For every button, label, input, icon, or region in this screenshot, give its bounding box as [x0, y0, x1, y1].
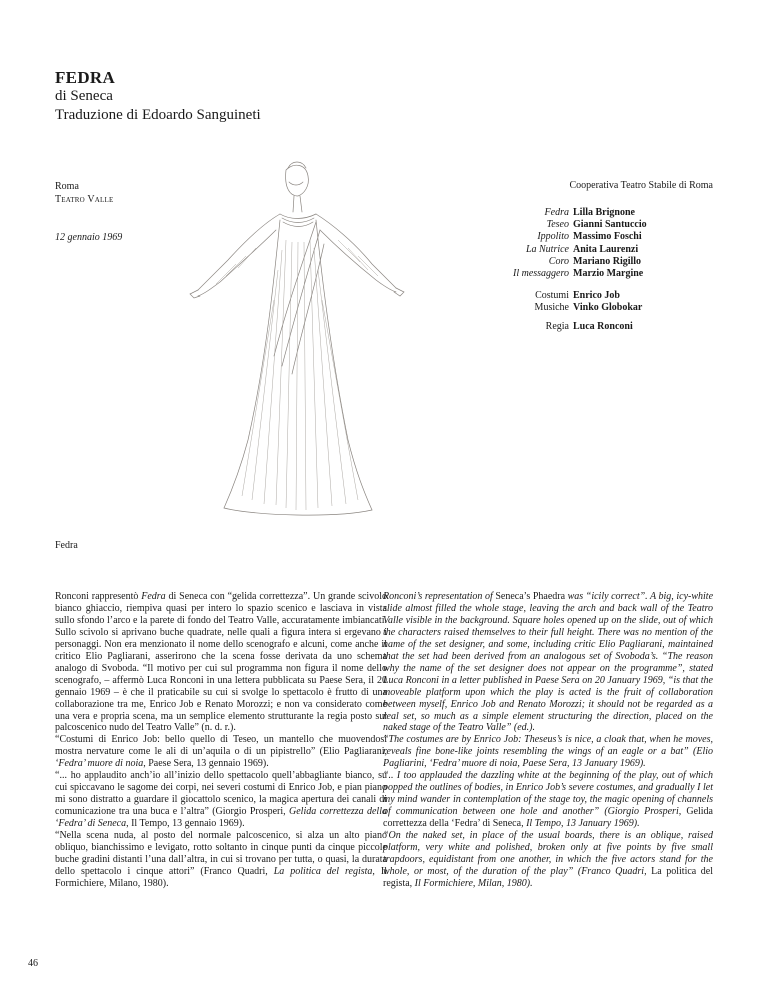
- cast-role: La Nutrice: [525, 243, 569, 255]
- crew-person: Enrico Job: [573, 290, 620, 301]
- cast-row: [440, 207, 713, 219]
- cast-role: Il messaggero: [512, 268, 569, 280]
- play-author: di Seneca: [55, 88, 113, 104]
- play-title: FEDRA: [55, 68, 116, 87]
- english-paragraph: [383, 830, 713, 890]
- english-paragraph: [383, 770, 713, 830]
- cast-role: Fedra: [544, 207, 569, 218]
- cast-list: [440, 207, 713, 280]
- text-run: was “icily correct”. A big, icy-white slide almost filled the whole stage, leaving the arch and back wall of the Teatro Valle visible in the background. Square holes opened up on the slide, out of which the characters raised themselves to their full height. There was no mention of the name of the set designer, and some, including critic Elio Pagliarani, maintained that the set had been derived from an analogous set of Svoboda’s. “The reason why the name of the set designer does not appear on the programme”, stated Luca Ronconi in a letter published in Paese Sera on 20 January 1969, “is that the moveable platform upon which the play is acted is the fruit of collaboration between myself, Enrico Job and Renato Morozzi; it should not be regarded as a real set, so much as a simple element structuring the direction, placed on the naked stage of the Teatro Valle” (ed.).: [383, 591, 714, 734]
- venue-theatre: Teatro Valle: [55, 194, 114, 205]
- text-run: Gelida correttezza della ‘Fedra’ di Seneca: [383, 806, 713, 830]
- italian-paragraph: [55, 770, 387, 830]
- cast-role: Coro: [548, 255, 569, 267]
- italian-paragraph: [55, 591, 387, 734]
- performance-date: 12 gennaio 1969: [55, 232, 123, 243]
- text-run: , Il Formichiere, Milano, 1980).: [55, 865, 387, 889]
- cast-row: [440, 231, 713, 243]
- director-name: Luca Ronconi: [573, 321, 633, 332]
- crew-role: Costumi: [535, 290, 569, 301]
- cast-row: [440, 256, 713, 268]
- play-translator: Traduzione di Edoardo Sanguineti: [55, 107, 261, 123]
- cast-actor: Lilla Brignone: [573, 207, 635, 218]
- crew-row: [440, 302, 713, 314]
- cast-row: [440, 268, 713, 280]
- cast-actor: Gianni Santuccio: [573, 219, 647, 231]
- venue: [55, 180, 114, 206]
- italian-paragraph: [55, 734, 387, 770]
- text-run: , Il Formichiere, Milan, 1980).: [409, 877, 533, 889]
- english-paragraph: [383, 591, 713, 734]
- text-run: di Seneca con “gelida correttezza”. Un grande scivolo bianco ghiaccio, riempiva quasi per intero lo spazio scenico e lasciava in vista sullo sfondo l’arco e la parete di fondo del Teatro Valle, accuratamente imbiancati. Sullo scivolo si aprivano buche quadrate, nelle quali a figura intera si ergevano i personaggi. Non era menzionato il nome dello scenografo e alcuni, come anche il critico Elio Pagliarani, asserirono che la scena fosse derivata da uno schema analogo di Svoboda. “Il motivo per cui sul programma non figura il nome dello scenografo, – affermò Luca Ronconi in una lettera pubblicata su Paese Sera, il 20 gennaio 1969 – è che il praticabile su cui si svolge lo spettacolo è frutto di una collaborazione tra me, Enrico Job e Renato Morozzi; e non va considerato come una vera e propria scena, ma un semplice elemento strutturante la regia posto sul palcoscenico nudo del Teatro Valle” (n. d. r.).: [55, 591, 387, 734]
- cast-actor: Anita Laurenzi: [573, 243, 639, 255]
- director-row: [440, 321, 713, 333]
- crew-role: Musiche: [534, 302, 569, 314]
- costume-sketch-image: [176, 160, 418, 518]
- text-run: Fedra: [141, 591, 166, 602]
- cast-actor: Marzio Margine: [573, 268, 644, 280]
- cast-actor: Massimo Foschi: [573, 231, 642, 243]
- page-number: 46: [28, 958, 38, 969]
- cast-role: Teseo: [546, 219, 569, 231]
- english-text-column: [383, 591, 713, 890]
- text-run: Seneca’s Phaedra: [495, 591, 566, 602]
- title-block: [55, 68, 261, 125]
- text-run: Ronconi’s representation of: [383, 591, 496, 602]
- text-run: La politica del regista: [383, 865, 714, 889]
- text-run: “.. I too applauded the dazzling white at the beginning of the play, out of which popped the outlines of bodies, in Enrico Job’s severe costumes, and gradually I let my mind wander in contemplation of the stage toy, the magic opening of channels of communication between one hole and another” (Giorgio Prosperi,: [383, 770, 713, 818]
- director-credit: [440, 321, 713, 333]
- text-run: La politica del regista: [273, 865, 373, 877]
- text-run: ‘Fedra’ muore di noia: [55, 758, 144, 770]
- text-run: , Paese Sera, 13 gennaio 1969).: [143, 758, 269, 770]
- cast-row: [440, 219, 713, 231]
- text-run: “Nella scena nuda, al posto del normale palcoscenico, si alza un alto piano obliquo, bianchissimo e levigato, rotto soltanto in cinque punti da cinque piccole buche gradini distanti l’una dall’altra, in cui si trovano per tutta, o quasi, la durata dello spettacolo i cinque attori” (Franco Quadri,: [55, 830, 387, 877]
- venue-city: Roma: [55, 181, 79, 192]
- cast-role: Ippolito: [537, 231, 569, 243]
- italian-text-column: [55, 591, 387, 890]
- crew-person: Vinko Globokar: [573, 302, 643, 314]
- text-run: “... ho applaudito anch’io all’inizio dello spettacolo quell’abbagliante bianco, su cui spiccavano le sagome dei corpi, nei severi costumi di Enrico Job, e pian piano mi sono distratto a guardare il giocattolo scenico, la magica apertura dei canali di comunicazione tra una buca e l’altra” (Giorgio Prosperi,: [55, 770, 387, 818]
- cast-row: [440, 244, 713, 256]
- company-name: Cooperativa Teatro Stabile di Roma: [569, 180, 713, 191]
- text-run: Gelida correttezza della ‘Fedra’ di Seneca: [55, 806, 387, 830]
- text-run: “On the naked set, in place of the usual boards, there is an oblique, raised platform, very white and polished, broken only at five points by five small trapdoors, equidistant from one another, in which the five actors stand for the whole, or most, of the duration of the play” (Franco Quadri,: [383, 830, 713, 877]
- text-run: Ronconi rappresentò: [55, 591, 142, 602]
- italian-paragraph: [55, 830, 387, 890]
- text-run: , Il Tempo, 13 gennaio 1969).: [126, 818, 245, 830]
- english-paragraph: “The costumes are by Enrico Job: Theseus’s is nice, a cloak that, when he moves, reveals fine bone-like joints resembling the wings of an eagle or a bat” (Elio Pagliarini, ‘Fedra’ muore di noia, Paese Sera, 13 January 1969).: [383, 734, 713, 770]
- director-role: Regia: [545, 321, 569, 332]
- crew-list: [440, 290, 713, 314]
- crew-row: [440, 290, 713, 302]
- text-run: “Costumi di Enrico Job: bello quello di Teseo, un mantello che muovendosi mostra nervature come le ali di un’aquila o di un pipistrello” (Elio Pagliarani,: [55, 734, 387, 758]
- cast-actor: Mariano Rigillo: [573, 255, 642, 267]
- text-run: , Il Tempo, 13 January 1969).: [521, 818, 640, 830]
- image-caption: Fedra: [55, 540, 78, 551]
